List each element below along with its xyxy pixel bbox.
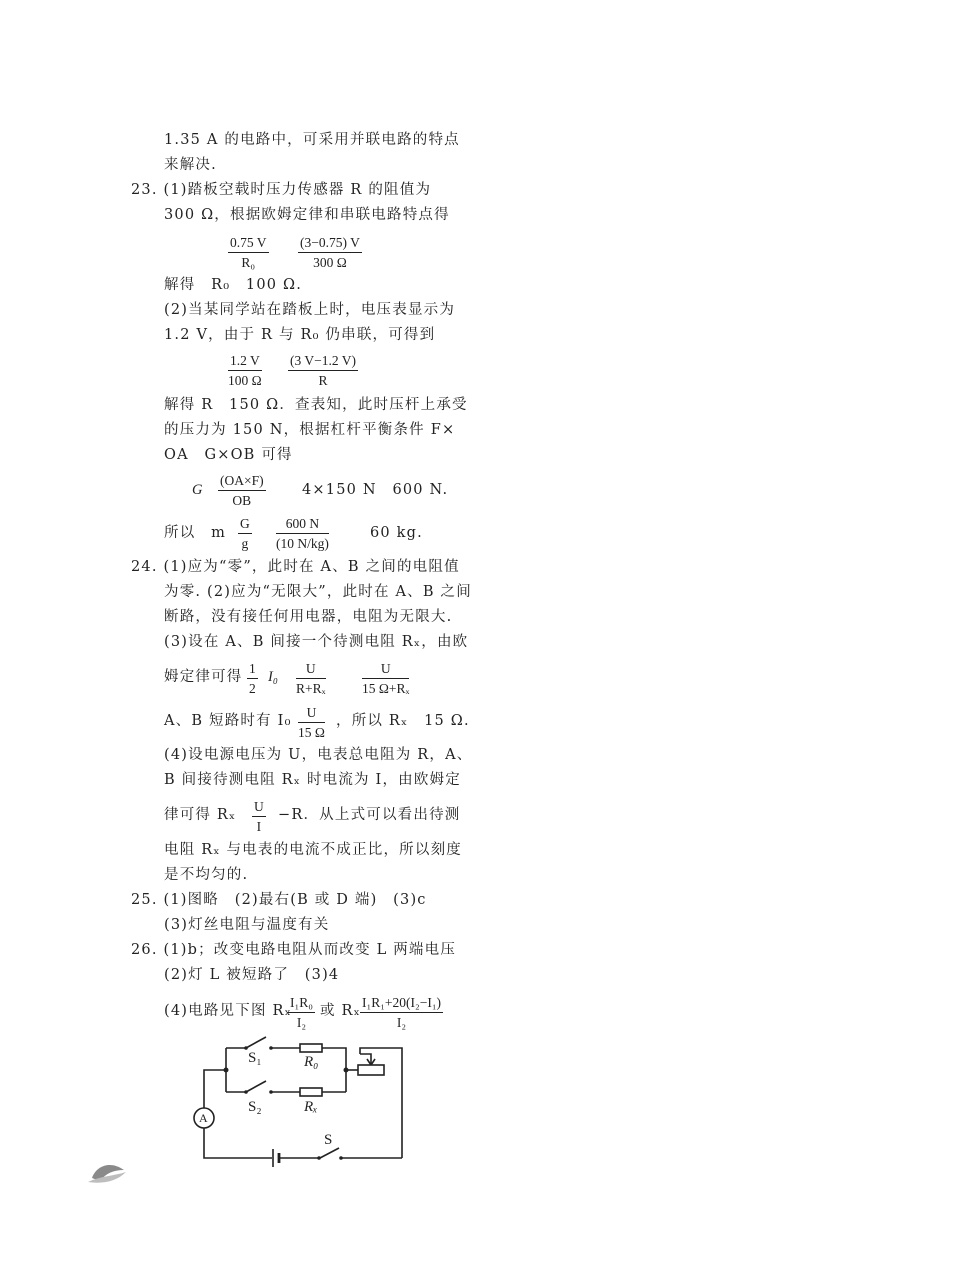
question-23-line: 23. (1)踏板空载时压力传感器 R 的阻值为: [131, 182, 432, 198]
wire: [204, 1070, 226, 1108]
formula-text: 所以 m: [164, 525, 227, 541]
formula-text: 4×150 N 600 N.: [302, 482, 449, 498]
text-line: B 间接待测电阻 Rₓ 时电流为 I，由欧姆定: [164, 772, 461, 788]
resistor-r0-label: R₀: [304, 1054, 319, 1070]
fraction: $\frac{1.2 V}{100 \Omega}$: [228, 353, 262, 388]
text-line: (3)设在 A、B 间接一个待测电阻 Rₓ，由欧: [164, 634, 469, 650]
text-line: ，所以 Rₓ 15 Ω.: [336, 713, 470, 729]
text-line: 姆定律可得: [164, 669, 243, 685]
text-line: 的压力为 150 N，根据杠杆平衡条件 F×: [164, 422, 456, 438]
switch-s2-blade: [246, 1081, 266, 1092]
terminal-dot: [269, 1090, 273, 1094]
text-line: A、B 短路时有 I₀: [164, 713, 292, 729]
text-line: (2)当某同学站在踏板上时，电压表显示为: [164, 302, 456, 318]
fraction: $\frac{\text{I₁R₀}}{\text{I₂}}$: [290, 995, 313, 1030]
fraction: $\frac{\text{I₁R₁+20(I₂−I₁)}}{\text{I₂}}$: [362, 995, 442, 1030]
terminal-dot: [269, 1046, 273, 1050]
resistor-rx-label: Rₓ: [304, 1099, 318, 1115]
text-line: 为零. (2)应为“无限大”，此时在 A、B 之间: [164, 584, 472, 600]
formula-var: G: [192, 482, 203, 498]
fraction: $\frac{600 N}{(10 N/kg)}$: [276, 516, 329, 551]
fraction: $\frac{(3 V-1.2 V)}{R}$: [290, 353, 356, 388]
text-line: −R．从上式可以看出待测: [278, 807, 461, 823]
terminal-dot: [317, 1156, 321, 1160]
resistor-r0: [300, 1044, 322, 1052]
switch-s-blade: [320, 1148, 339, 1158]
text-line: 断路，没有接任何用电器，电阻为无限大.: [164, 609, 453, 625]
logo-icon: [88, 1165, 126, 1183]
wire: [204, 1128, 272, 1158]
text-line: (4)电路见下图 Rₓ: [164, 1003, 292, 1019]
fraction: $\frac{G}{g}$: [240, 516, 250, 551]
fraction: $\frac{(3-0.75) V}{300 \Omega}$: [300, 235, 360, 270]
text-line: OA G×OB 可得: [164, 447, 293, 463]
switch-s2-label: S₂: [248, 1099, 262, 1115]
question-26-line: 26. (1)b；改变电路电阻从而改变 L 两端电压: [131, 942, 457, 958]
switch-s1-label: S₁: [248, 1050, 262, 1066]
ammeter-label: A: [199, 1111, 208, 1125]
question-25-line: 25. (1)图略 (2)最右(B 或 D 端) (3)c: [131, 892, 427, 908]
fraction: $\frac{U}{I}$: [254, 799, 264, 834]
resistor-rx: [300, 1088, 322, 1096]
text-line: 律可得 Rₓ: [164, 807, 237, 823]
text-line: 解得 R 150 Ω．查表知，此时压杆上承受: [164, 397, 468, 413]
terminal-dot: [339, 1156, 343, 1160]
fraction: $\frac{U}{15 \Omega}$: [298, 705, 325, 740]
fraction: $\frac{(OA\times F)}{OB}$: [220, 473, 264, 508]
formula-var: I₀: [268, 669, 278, 685]
fraction: $\frac{0.75 V}{\text{R₀}}$: [230, 235, 267, 270]
terminal-dot: [244, 1090, 248, 1094]
text-line: 解得 R₀ 100 Ω.: [164, 277, 303, 293]
question-24-line: 24. (1)应为“零”，此时在 A、B 之间的电阻值: [131, 559, 460, 575]
text-line: (3)灯丝电阻与温度有关: [164, 917, 330, 933]
fraction: $\frac{U}{\text{15 Ω+Rₓ}}$: [362, 661, 410, 696]
text-line: (2)灯 L 被短路了 (3)4: [164, 967, 340, 983]
fraction: $\frac{U}{\text{R+Rₓ}}$: [296, 661, 326, 696]
text-line: 电阻 Rₓ 与电表的电流不成正比，所以刻度: [164, 842, 462, 858]
switch-s1-blade: [246, 1037, 266, 1048]
formula-text: 60 kg.: [370, 525, 423, 541]
node-dot: [344, 1068, 349, 1073]
text-line: 来解决.: [164, 157, 217, 173]
text-line: 是不均匀的.: [164, 867, 249, 883]
text-line: 1.2 V，由于 R 与 R₀ 仍串联，可得到: [164, 327, 436, 343]
wire: [322, 1048, 346, 1092]
node-dot: [224, 1068, 229, 1073]
switch-s-label: S: [324, 1132, 333, 1148]
text-line: (4)设电源电压为 U，电表总电阻为 R，A、: [164, 747, 473, 763]
text-line: 1.35 A 的电路中，可采用并联电路的特点: [164, 132, 460, 148]
text-line: 300 Ω，根据欧姆定律和串联电路特点得: [164, 207, 450, 223]
fraction: $\frac{1}{2}$: [249, 661, 256, 696]
rheostat: [358, 1065, 384, 1075]
text-line: 或 Rₓ: [320, 1003, 361, 1019]
